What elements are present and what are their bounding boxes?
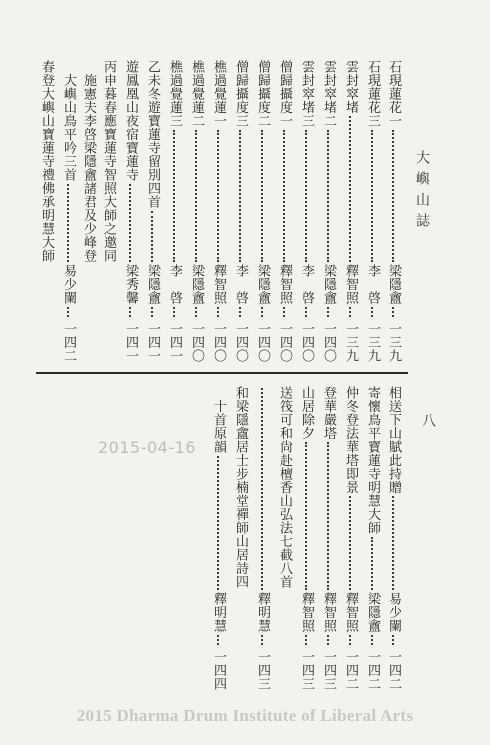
toc-entry-author: 釋智照 (211, 264, 226, 305)
toc-entry-page: 一四四 (211, 649, 226, 690)
toc-entry-page: 一四二 (61, 321, 76, 362)
toc-entry-title: 僧歸攝度一 (277, 60, 292, 128)
dot-leader (261, 388, 263, 590)
toc-entry-title: 登華嚴塔 (321, 386, 336, 440)
dot-leader (151, 211, 153, 263)
toc-entry-page: 一四二 (386, 649, 401, 690)
dot-leader (305, 307, 307, 317)
toc-entry (320, 386, 336, 690)
toc-entry-author: 李 啓 (167, 264, 182, 305)
toc-entry-title: 春登大嶼山寶蓮寺禮佛承明慧大師 (39, 60, 54, 263)
toc-entry-title: 樵過覺蓮三 (167, 60, 182, 128)
toc-entry (254, 60, 270, 362)
toc-entry (210, 386, 226, 690)
toc-entry-title: 雲封窣堵 (343, 60, 358, 114)
dot-leader (371, 537, 373, 591)
toc-entry-title: 雲封窣堵三 (299, 60, 314, 128)
dot-leader (349, 496, 351, 590)
toc-entry-page: 一三九 (386, 321, 401, 362)
toc-entry (232, 60, 248, 362)
institute-watermark: 2015 Dharma Drum Institute of Liberal Arts (76, 706, 414, 725)
dot-leader (261, 635, 263, 645)
toc-entry (60, 60, 76, 362)
toc-entry-title: 僧歸攝度二 (255, 60, 270, 128)
toc-entry-page: 一四〇 (277, 321, 292, 362)
toc-entry (320, 60, 336, 362)
dot-leader (173, 307, 175, 317)
toc-entry-author: 釋智照 (277, 264, 292, 305)
dot-leader (305, 635, 307, 645)
toc-entry-author: 易少闌 (386, 592, 401, 633)
dot-leader (129, 307, 131, 317)
dot-leader (392, 496, 394, 590)
toc-entry-page: 一四一 (123, 321, 138, 362)
toc-entry-page: 一四〇 (189, 321, 204, 362)
toc-entry-page: 一四二 (365, 649, 380, 690)
dot-leader (349, 307, 351, 317)
dot-leader (217, 307, 219, 317)
toc-entry-page: 一四〇 (211, 321, 226, 362)
toc-entry (232, 386, 248, 589)
toc-entry-page: 一四三 (255, 649, 270, 690)
toc-entry-author: 易少闌 (61, 264, 76, 305)
toc-entry (298, 60, 314, 362)
toc-entry-title: 丙申暮春應寶蓮寺智照大師之邀同 (101, 60, 116, 263)
dot-leader (195, 130, 197, 263)
toc-entry-page: 一四二 (343, 649, 358, 690)
toc-entry (276, 386, 292, 589)
toc-entry (385, 60, 401, 362)
toc-entry-author: 李 啓 (365, 264, 380, 305)
toc-entry-author: 釋智照 (299, 592, 314, 633)
toc-entry-title: 乙未冬遊寶蓮寺留別四首 (145, 60, 160, 209)
toc-entry-page: 一四三 (299, 649, 314, 690)
dot-leader (371, 307, 373, 317)
dot-leader (392, 635, 394, 645)
dot-leader (349, 116, 351, 262)
toc-entry (276, 60, 292, 362)
toc-entry-author: 梁隱盦 (255, 264, 270, 305)
toc-entry-page: 一三九 (365, 321, 380, 362)
toc-entry-author: 釋明慧 (255, 592, 270, 633)
toc-entry-page: 一四〇 (233, 321, 248, 362)
dot-leader (261, 130, 263, 263)
toc-entry-title: 送筏可和尙赴檀香山弘法七截八首 (277, 386, 292, 589)
toc-entry-author: 釋智照 (321, 592, 336, 633)
dot-leader (67, 307, 69, 317)
toc-entry (254, 386, 270, 690)
toc-entry-page: 一四〇 (255, 321, 270, 362)
dot-leader (173, 130, 175, 263)
dot-leader (195, 307, 197, 317)
dot-leader (349, 635, 351, 645)
page-number: 八 (420, 413, 436, 427)
toc-entry-author: 梁隱盦 (386, 264, 401, 305)
toc-entry-author: 釋智照 (343, 592, 358, 633)
dot-leader (217, 456, 219, 591)
dot-leader (371, 130, 373, 263)
section-divider (36, 372, 408, 374)
toc-entry (385, 386, 401, 690)
toc-entry-author: 李 啓 (299, 264, 314, 305)
toc-entry (342, 386, 358, 690)
toc-entry-title: 仲冬登法華塔即景 (343, 386, 358, 494)
dot-leader (305, 130, 307, 263)
toc-entry-page: 一三九 (343, 321, 358, 362)
toc-entry-title: 樵過覺蓮二 (189, 60, 204, 128)
toc-entry-author: 李 啓 (233, 264, 248, 305)
toc-entry-author: 梁秀馨 (123, 264, 138, 305)
dot-leader (217, 635, 219, 645)
toc-entry-page: 一四〇 (321, 321, 336, 362)
dot-leader (327, 307, 329, 317)
toc-entry-author: 梁隱盦 (145, 264, 160, 305)
scan-date-watermark: 2015-04-16 (98, 438, 196, 457)
toc-entry-author: 釋智照 (343, 264, 358, 305)
dot-leader (327, 442, 329, 590)
toc-entry-author: 梁隱盦 (321, 264, 336, 305)
toc-entry-page: 一四一 (167, 321, 182, 362)
toc-entry-title: 施憲夫李啓梁隱盦諸君及少峰登 (81, 60, 96, 263)
dot-leader (129, 184, 131, 263)
toc-entry (298, 386, 314, 690)
toc-entry (38, 60, 54, 263)
toc-entry-author: 梁隱盦 (365, 592, 380, 633)
toc-entry-title: 十首原韻 (211, 386, 226, 454)
dot-leader (217, 130, 219, 263)
dot-leader (327, 635, 329, 645)
dot-leader (239, 307, 241, 317)
toc-entry-page: 一四〇 (299, 321, 314, 362)
toc-entry (188, 60, 204, 362)
toc-entry (342, 60, 358, 362)
dot-leader (283, 130, 285, 263)
toc-entry (80, 60, 96, 263)
toc-entry-title: 樵過覺蓮一 (211, 60, 226, 128)
dot-leader (305, 442, 307, 590)
toc-entry-title: 雲封窣堵二 (321, 60, 336, 128)
toc-entry (210, 60, 226, 362)
dot-leader (392, 307, 394, 317)
dot-leader (283, 307, 285, 317)
toc-entry (122, 60, 138, 362)
toc-entry-title: 大嶼山鳥平吟三首 (61, 60, 76, 182)
toc-entry-title: 山居除夕 (299, 386, 314, 440)
toc-entry-title: 相送下山賦此持贈 (386, 386, 401, 494)
dot-leader (239, 130, 241, 263)
toc-entry (100, 60, 116, 263)
toc-entry (166, 60, 182, 362)
toc-entry-author: 梁隱盦 (189, 264, 204, 305)
dot-leader (327, 130, 329, 263)
toc-entry-title: 和梁隱盦居士步楠堂禪師山居詩四 (233, 386, 248, 589)
dot-leader (392, 130, 394, 263)
toc-entry-page: 一四一 (145, 321, 160, 362)
toc-entry-title: 石現蓮花一 (386, 60, 401, 128)
running-header-title: 大嶼山誌 (414, 150, 430, 234)
dot-leader (67, 184, 69, 263)
toc-entry-author: 釋明慧 (211, 592, 226, 633)
toc-entry (144, 60, 160, 362)
dot-leader (151, 307, 153, 317)
toc-entry-page: 一四三 (321, 649, 336, 690)
toc-entry (364, 386, 380, 690)
toc-entry-title: 遊鳳凰山夜宿寶蓮寺 (123, 60, 138, 182)
toc-entry-title: 寄懷鳥平寶蓮寺明慧大師 (365, 386, 380, 535)
toc-entry-title: 石現蓮花三 (365, 60, 380, 128)
dot-leader (261, 307, 263, 317)
toc-entry-title: 僧歸攝度三 (233, 60, 248, 128)
toc-entry (364, 60, 380, 362)
dot-leader (371, 635, 373, 645)
